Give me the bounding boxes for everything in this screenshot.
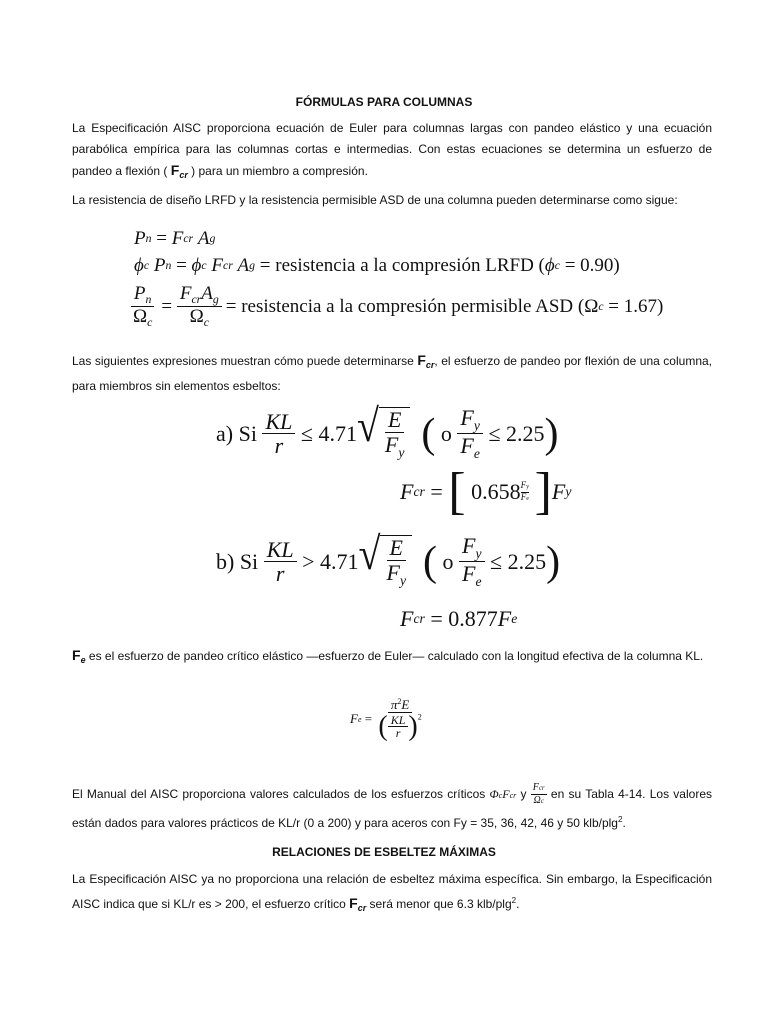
equation-asd: $\frac{P_n}{\Omega_c}$ = $\frac{F_{cr}A_g}{\Omega_c}$ = resistencia a la compresión permisible ASD ( Ω c = 1.67) (130, 284, 663, 330)
final-exp: 2 (511, 896, 517, 905)
case-b-label: b) Si (216, 548, 259, 574)
intro-paragraph (72, 118, 712, 186)
subtitle: RELACIONES DE ESBELTEZ MÁXIMAS (272, 845, 496, 859)
intro-text-1: La Especificación AISC proporciona ecuación de Euler para columnas largas con pandeo elástico y una ecuación parabólica empírica para las columnas cortas e intermedias. Con estas ecuaciones se determina un esfuerzo de pandeo a flexión ( (72, 121, 712, 178)
fcr-symbol-sub: cr (179, 170, 188, 180)
fe-definition-text: es el esfuerzo de pandeo crítico elástico —esfuerzo de Euler— calculado con la longitud efectiva de la columna KL. (85, 649, 704, 663)
equation-block-cases (210, 400, 580, 640)
equation-lrfd: ϕ c P n = ϕ c F cr A g = resistencia a la compresión LRFD ( ϕ c = 0.90) (134, 255, 620, 276)
equation-pn: P n = F cr A g (134, 228, 216, 249)
manual-exp: 2 (617, 815, 623, 824)
fcr-symbol-3-letter: F (349, 895, 358, 911)
fcr-symbol-3-sub: cr (357, 903, 367, 913)
case-b-limit: > 4.71 (302, 548, 359, 574)
final-text-2: será menor que 6.3 klb/plg (366, 897, 512, 911)
manual-end: . (622, 816, 626, 830)
case-b-alt-limit: ≤ 2.25 (490, 548, 547, 574)
case-a-alt-limit: ≤ 2.25 (488, 420, 545, 446)
case-a-fcr: F cr = [ 0.658 Fy Fe ] F y (400, 463, 572, 520)
lrfd-value: = 0.90) (564, 255, 620, 276)
manual-conj: y (516, 787, 531, 801)
euler-formula (350, 698, 450, 762)
manual-paragraph (72, 782, 712, 835)
case-a-condition: a) Si $\frac{KL}{r}$ ≤ 4.71 √ $\frac{E}{F_y}$ ( o $\frac{F_y}{F_e}$ ≤ 2.25 ) (216, 400, 559, 461)
fcr-symbol-letter: F (170, 162, 180, 178)
fcr-intro-text-2: , el esfuerzo de pandeo por flexión de una columna, para miembros sin elementos esbeltos: (72, 354, 713, 393)
case-b-value: = 0.877 (430, 606, 498, 631)
euler-formula-row: F e = $\pi^2E$ ( $\frac{KL}{r}$ )$^2$ (350, 697, 422, 742)
case-b-fcr: F cr = 0.877 F e (400, 606, 518, 631)
equation-block-strength (130, 222, 664, 338)
case-a-limit: ≤ 4.71 (300, 420, 357, 446)
manual-text-1: El Manual del AISC proporciona valores calculados de los esfuerzos críticos (72, 787, 490, 801)
manual-text-2: en su Tabla 4-14. Los valores están dados para valores prácticos de KL/r (0 a 200) y para aceros con Fy = 35, 36, 42, 46 y 50 klb/plg (72, 787, 712, 830)
fcr-symbol-3 (349, 895, 366, 911)
fcr-symbol-2 (417, 352, 434, 368)
final-end: . (516, 897, 520, 911)
fe-symbol (72, 647, 86, 663)
fcr-symbol-2-letter: F (417, 352, 426, 368)
lrfd-asd-intro: La resistencia de diseño LRFD y la resistencia permisible ASD de una columna pueden determinarse como sigue: (72, 193, 678, 207)
asd-label: = resistencia a la compresión permisible ASD ( (225, 295, 585, 317)
fe-definition (72, 645, 712, 671)
case-a-base: 0.658 (471, 479, 521, 504)
asd-value: = 1.67) (608, 295, 664, 317)
fcr-intro-text-1: Las siguientes expresiones muestran cómo puede determinarse (72, 354, 418, 368)
case-a-alt: o (440, 420, 452, 446)
lrfd-label: = resistencia a la compresión LRFD ( (259, 255, 545, 276)
fcr-over-omega: $\frac{\text{Fcr}}{\Omega c}$ (532, 782, 545, 807)
case-b-alt: o (442, 548, 454, 574)
case-a-label: a) Si (216, 420, 257, 446)
case-b-condition: b) Si $\frac{KL}{r}$ > 4.71 √ $\frac{E}{F_y}$ ( o $\frac{F_y}{F_e}$ ≤ 2.25 ) (216, 528, 561, 589)
page-title: FÓRMULAS PARA COLUMNAS (295, 95, 473, 109)
final-text-1: La Especificación AISC ya no proporciona una relación de esbeltez máxima específica. Sin embargo, la Especificación AISC indica que si KL/r es > 200, el esfuerzo crítico (72, 872, 712, 911)
fe-symbol-sub: e (80, 655, 86, 665)
fe-symbol-letter: F (72, 647, 81, 663)
fcr-symbol (171, 162, 188, 178)
intro-text-2: ) para un miembro a compresión. (187, 164, 368, 178)
fcr-symbol-2-sub: cr (425, 360, 435, 370)
final-paragraph (72, 868, 712, 919)
phi-fcr: ΦcFcr (489, 787, 517, 801)
fcr-intro-paragraph (72, 350, 712, 397)
